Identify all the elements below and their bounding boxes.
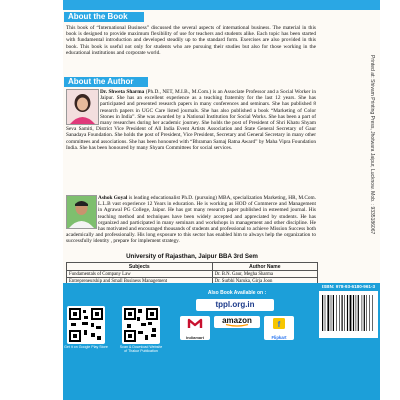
barcode-bar — [342, 295, 343, 331]
barcode-bar — [344, 295, 345, 331]
amazon-label: amazon — [222, 316, 252, 325]
about-author-heading: About the Author — [64, 77, 148, 87]
isbn-barcode — [319, 291, 378, 338]
barcode-bar — [350, 295, 352, 331]
author-cell: Dr. B.N. Gaur, Megha Sharma — [212, 271, 317, 278]
barcode-bar — [358, 295, 359, 331]
table-row — [67, 271, 318, 278]
barcode-bar — [327, 295, 329, 331]
barcode-bar — [356, 295, 357, 331]
qr-code-website[interactable] — [122, 306, 160, 344]
barcode-bar — [347, 295, 348, 331]
syllabus-title-text: University of Rajasthan, Jaipur BBA 3rd Sem — [126, 253, 258, 260]
barcode-bar — [369, 295, 370, 331]
author-cell: Dr. Surbhi Naruka, Girja Joon — [212, 278, 317, 285]
barcode-bar — [372, 295, 373, 331]
amazon-badge[interactable] — [214, 316, 260, 328]
flipkart-label: Flipkart — [271, 335, 287, 340]
photo-spacer — [66, 89, 100, 123]
about-book-paragraph: This book of “International Business” discussed the several aspects of international business. The material in this book is designed to provide maximum flexibility of use for teachers and students alike. Each topic has been started with fundamental introduction and developed steadily up to the standard form. Exercises are also provided in this book. This book is useful not only for students who are pursuing their studies but also for those working in the educational institutions and corporate world. — [66, 25, 316, 56]
barcode-bar — [366, 295, 367, 331]
website-badge[interactable] — [196, 299, 274, 311]
about-book-heading: About the Book — [64, 12, 144, 22]
qr-code-playstore[interactable] — [67, 306, 105, 344]
col-subjects: Subjects — [67, 263, 213, 271]
barcode-bar — [325, 295, 326, 331]
author1-name: Dr. Shweta Sharma — [100, 89, 145, 95]
also-available-label: Also Book Available on : — [207, 290, 267, 296]
author2-bio — [66, 195, 316, 245]
author1-text: (Ph.D., NET, M.I.B., M.Com.) is an Associate Professor and a Social Worker in Jaipur. She has an excellent experience as a teaching fraternity for the last 12 years. She has participated and presented research papers in many conferences and seminars. She has published 8 research papers in UGC Care listed journals. She has also published a book “Marketing of Color Stones in India”. She was awarded by a National Institution for Social Works. She has been a part of many researches during her academic journey. She holds the post of President of Shri Khatu Shyam Seva Samiti, District Vice President of All India Event Artists Association and State General Secretary of Gaur Sanadaya Foundation. She holds the post of President, Vice President, Secretary and General Secretary in many other committees and associations. She has been honoured with “Bhraman Samaj Ratna Award” by Maha Vipra Foundation India. She has been honoured by many Shyam Committees for social services. — [66, 89, 316, 151]
website-link[interactable]: tppl.org.in — [215, 300, 255, 309]
syllabus-title — [66, 253, 318, 260]
qr2-caption: Scan & Download Website of Thakur Publication — [119, 345, 163, 353]
isbn-text: ISBN: 978-93-6180-961-3 — [321, 284, 376, 289]
barcode-bar — [339, 295, 340, 331]
printer-imprint: Printed at: Shivam Printing Press, Jhotwara Jaipur, Lucknow. Mob. : 9335186067 — [369, 55, 375, 235]
indiamart-label: Indiamart — [185, 335, 204, 340]
barcode-bar — [364, 295, 365, 331]
flipkart-icon — [264, 316, 294, 330]
qr-code-icon — [67, 306, 105, 344]
subject-cell: Fundamentals of Company Law — [67, 271, 213, 278]
photo-spacer — [66, 195, 98, 227]
indiamart-badge[interactable] — [180, 316, 210, 340]
barcode-bar — [322, 295, 323, 331]
col-author-name: Author Name — [212, 263, 317, 271]
qr1-caption: Get it on Google Play Store — [64, 345, 108, 349]
barcode-bar — [331, 295, 332, 331]
barcode-icon — [319, 291, 378, 338]
subject-cell: Entrepreneurship and Small Business Management — [67, 278, 213, 285]
flipkart-badge[interactable] — [264, 316, 294, 340]
author2-name: Ashok Goyal — [98, 195, 128, 201]
barcode-bar — [362, 295, 363, 331]
barcode-bar — [333, 295, 334, 331]
barcode-bar — [336, 295, 337, 331]
table-header-row — [67, 263, 318, 271]
indiamart-icon — [180, 316, 210, 330]
qr-code-icon — [122, 306, 160, 344]
barcode-bar — [353, 295, 354, 331]
author1-bio — [66, 89, 316, 151]
svg-text:f: f — [277, 320, 281, 329]
top-band — [63, 0, 380, 10]
author2-text: is leading educationalist Ph.D. (pursuing) MBA, specialization Marketing, HR, M.Com. L.L.B vast experience 12 Years in education. He is working as HOD of Commerce and Management in Agrawal PG College, Jaipur. He has got many research paper published in esteemed journal. His teaching method and techniques have been widely accepted and appreciated by students. He has organized and participated in many seminars and workshops in management and other discipline. He has motivated and encouraged thousands of students and professional to achieve Mission Success both academically and professionally. His long exposure to this sector has enabled him to always help the organization to successfully identity , prepare for implement strategy. — [66, 195, 316, 245]
